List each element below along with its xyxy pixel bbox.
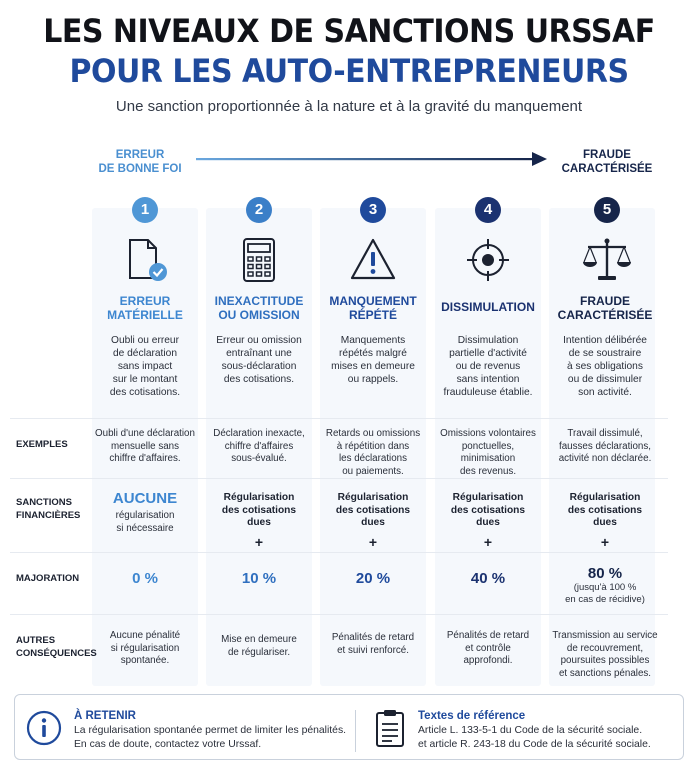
- level-description: Manquements répétés malgré mises en demeure ou rappels.: [331, 335, 415, 385]
- level-number-badge: 2: [246, 197, 272, 223]
- level-description: Dissimulation partielle d'activité ou de revenus sans intention frauduleuse établie.: [443, 335, 533, 398]
- page-title: LES NIVEAUX DE SANCTIONS URSSAF: [43, 12, 655, 51]
- row-divider: [10, 552, 668, 553]
- sanction-cell: Régularisation des cotisations dues: [221, 492, 297, 528]
- majoration-value: 80 %: [587, 565, 623, 582]
- example-cell: Retards ou omissions à répétition dans les déclarations ou paiements.: [325, 428, 421, 477]
- majoration-value: 0 %: [132, 570, 158, 587]
- row-divider: [10, 478, 668, 479]
- level-number-badge: 4: [475, 197, 501, 223]
- row-divider: [10, 418, 668, 419]
- clipboard-document-icon: [374, 708, 406, 748]
- retenir-title: À RETENIR: [74, 710, 136, 722]
- majoration-value: 40 %: [470, 570, 506, 587]
- sanction-none-value: AUCUNE: [112, 490, 178, 507]
- page-title-accent: POUR LES AUTO-ENTREPRENEURS: [69, 52, 629, 91]
- level-number-badge: 5: [594, 197, 620, 223]
- row-label-exemples: EXEMPLES: [16, 439, 68, 450]
- consequence-cell: Pénalités de retard et contrôle approfondi.: [446, 630, 530, 666]
- example-cell: Travail dissimulé, fausses déclarations, activité non déclarée.: [558, 428, 652, 464]
- plus-sign: +: [254, 534, 264, 550]
- scale-left-label: ERREUR DE BONNE FOI: [98, 149, 182, 175]
- plus-sign: +: [368, 534, 378, 550]
- page-subtitle: Une sanction proportionnée à la nature et à la gravité du manquement: [115, 98, 583, 115]
- reference-text: Article L. 133-5-1 du Code de la sécurité sociale. et article R. 243-18 du Code de la sécurité sociale.: [418, 725, 651, 750]
- sanction-cell: régularisation si nécessaire: [115, 510, 175, 534]
- info-icon: [26, 710, 62, 746]
- retenir-text: La régularisation spontanée permet de limiter les pénalités. En cas de doute, contactez votre Urssaf.: [74, 725, 347, 750]
- consequence-cell: Pénalités de retard et suivi renforcé.: [331, 632, 415, 656]
- scale-right-label: FRAUDE CARACTÉRISÉE: [561, 149, 653, 175]
- footer-divider: [355, 710, 356, 752]
- level-description: Erreur ou omission entraînant une sous-déclaration des cotisations.: [216, 335, 302, 385]
- row-divider: [10, 614, 668, 615]
- row-label-sanctions: SANCTIONS FINANCIÈRES: [16, 497, 81, 521]
- consequence-cell: Transmission au service de recouvrement, poursuites possibles et sanctions pénales.: [552, 630, 658, 679]
- majoration-value: 10 %: [241, 570, 277, 587]
- plus-sign: +: [483, 534, 493, 550]
- example-cell: Déclaration inexacte, chiffre d'affaires sous-évalué.: [213, 428, 305, 464]
- level-title: ERREUR MATÉRIELLE: [107, 294, 183, 322]
- warning-triangle-icon: [348, 236, 398, 284]
- row-label-autres: AUTRES CONSÉQUENCES: [16, 635, 97, 659]
- sanction-cell: Régularisation des cotisations dues: [567, 492, 643, 528]
- level-number-badge: 3: [360, 197, 386, 223]
- level-description: Oubli ou erreur de déclaration sans impact sur le montant des cotisations.: [109, 335, 181, 398]
- level-title: FRAUDE CARACTÉRISÉE: [557, 294, 653, 322]
- level-number-badge: 1: [132, 197, 158, 223]
- majoration-note: (jusqu'à 100 % en cas de récidive): [565, 582, 645, 605]
- reference-title: Textes de référence: [418, 710, 526, 722]
- sanction-cell: Régularisation des cotisations dues: [335, 492, 411, 528]
- majoration-value: 20 %: [355, 570, 391, 587]
- consequence-cell: Mise en demeure de régulariser.: [221, 634, 297, 658]
- level-title: INEXACTITUDE OU OMISSION: [214, 294, 304, 322]
- severity-arrow-icon: [196, 149, 548, 169]
- target-crosshair-icon: [463, 236, 513, 284]
- row-label-majoration: MAJORATION: [16, 573, 80, 584]
- level-title: MANQUEMENT RÉPÉTÉ: [329, 294, 417, 322]
- consequence-cell: Aucune pénalité si régularisation spontanée.: [109, 630, 181, 666]
- sanction-cell: Régularisation des cotisations dues: [450, 492, 526, 528]
- level-title: DISSIMULATION: [441, 300, 535, 314]
- example-cell: Omissions volontaires ponctuelles, minimisation des revenus.: [440, 428, 536, 477]
- scales-of-justice-icon: [582, 236, 632, 284]
- document-check-icon: [120, 236, 170, 284]
- plus-sign: +: [600, 534, 610, 550]
- level-description: Intention délibérée de se soustraire à ses obligations ou de dissimuler son activité.: [563, 335, 647, 398]
- example-cell: Oubli d'une déclaration mensuelle sans chiffre d'affaires.: [95, 428, 195, 464]
- calculator-icon: [234, 236, 284, 284]
